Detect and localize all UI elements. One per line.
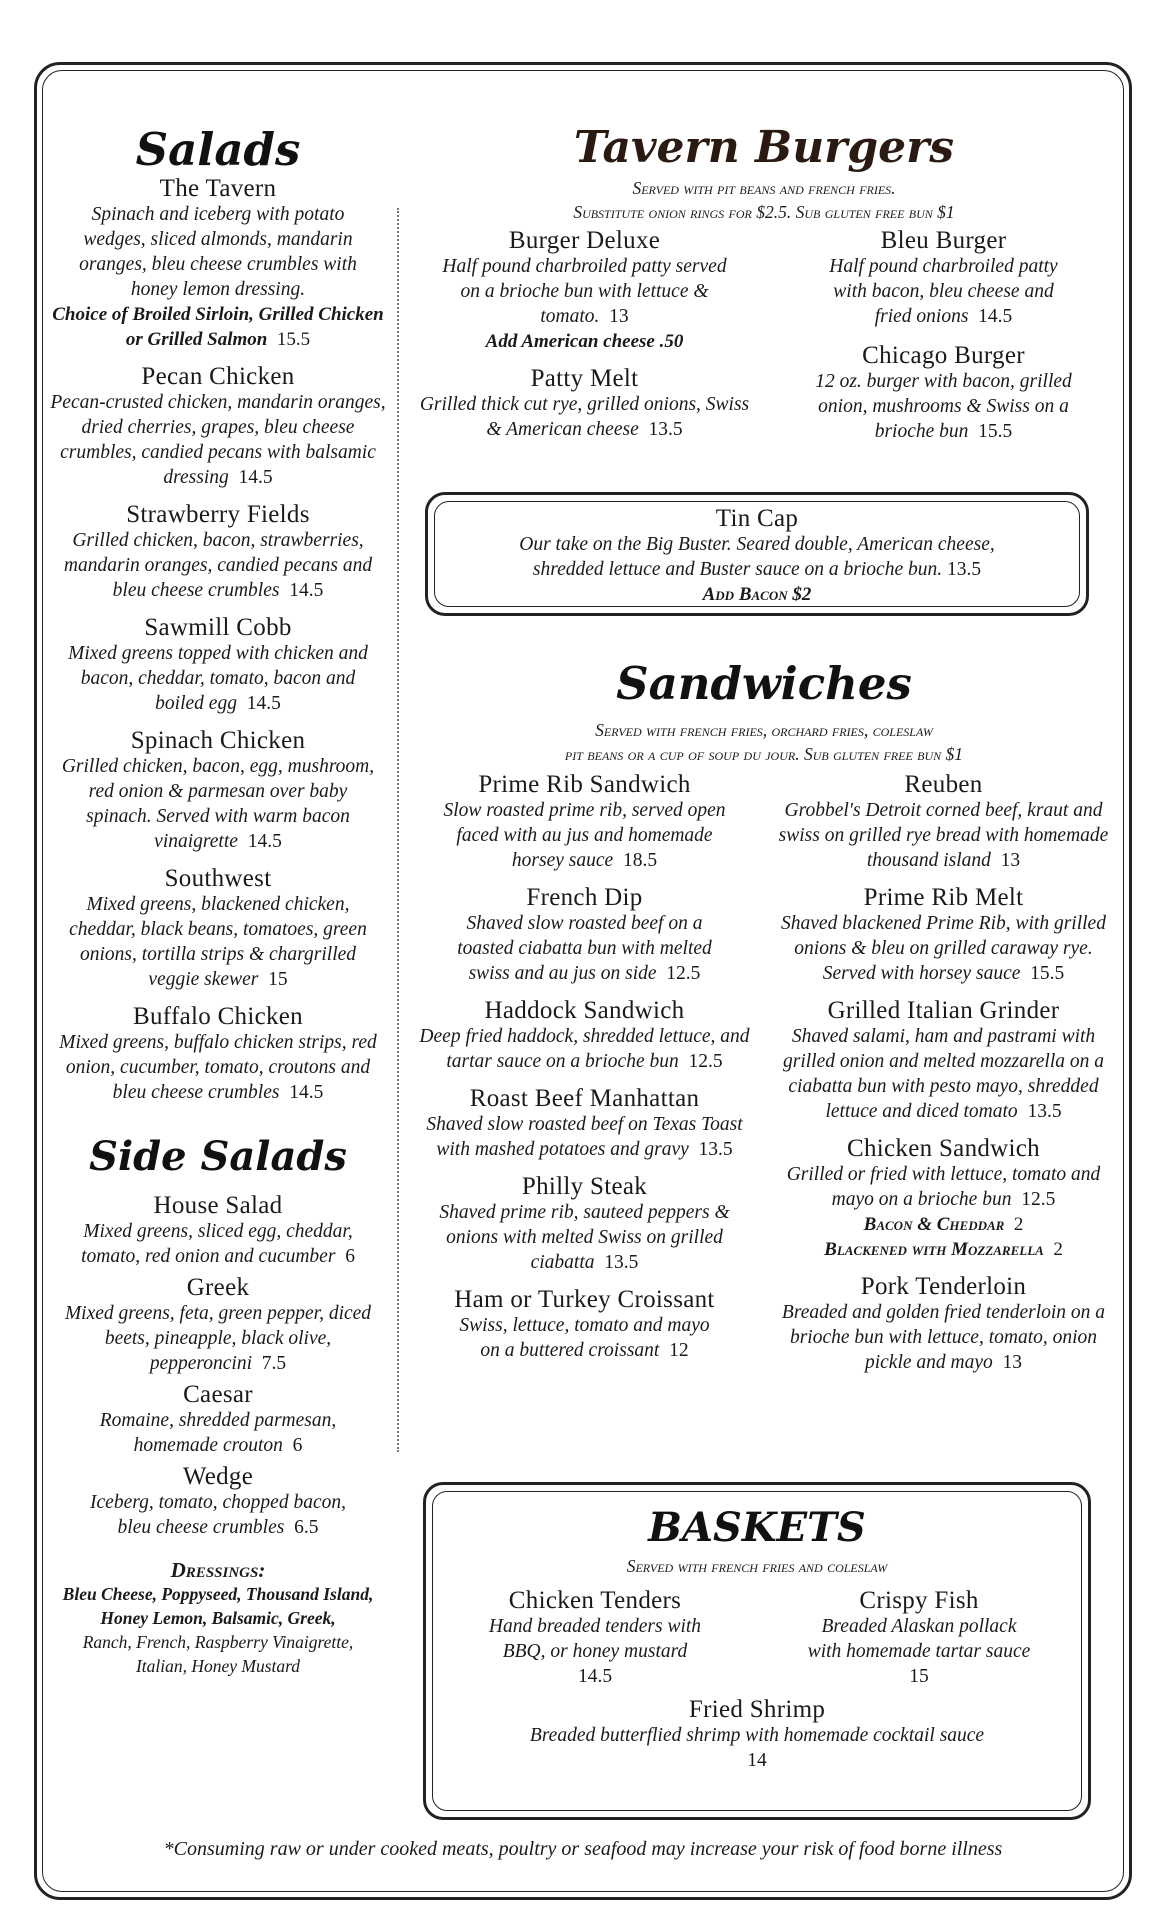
- addon-price: 2: [1013, 1214, 1024, 1235]
- item-desc: Grilled chicken, bacon, egg, mushroom, red onion & parmesan over baby spinach. Served with warm bacon vinaigrette: [61, 756, 375, 852]
- item-desc: Hand breaded tenders with BBQ, or honey mustard: [488, 1616, 702, 1662]
- item-price: 6: [292, 1435, 303, 1456]
- item-price: 14.5: [247, 831, 282, 852]
- menu-item: [405, 228, 764, 354]
- sandwiches-subtitle-2: pit beans or a cup of soup du jour. Sub gluten free bun $1: [564, 744, 964, 764]
- item-name: Chicken Tenders: [508, 1587, 682, 1614]
- item-price: 14.5: [289, 1082, 324, 1103]
- item-name: Crispy Fish: [859, 1587, 979, 1614]
- item-desc: Mixed greens, sliced egg, cheddar, tomato, red onion and cucumber: [81, 1221, 353, 1267]
- item-price: 18.5: [622, 850, 658, 871]
- item-price: 15.5: [276, 329, 311, 350]
- sandwiches-title: Sandwiches: [616, 657, 912, 710]
- menu-item: [764, 228, 1123, 329]
- menu-item: [764, 772, 1123, 873]
- sandwiches-grid: [405, 772, 1123, 1387]
- item-name: Wedge: [182, 1463, 254, 1490]
- item-name: Prime Rib Sandwich: [478, 771, 691, 798]
- item-desc: Breaded Alaskan pollack with homemade tartar sauce: [807, 1616, 1031, 1662]
- item-name: Ham or Turkey Croissant: [454, 1286, 715, 1313]
- menu-item: [405, 1174, 764, 1275]
- dressings-list-more: Ranch, French, Raspberry Vinaigrette, Italian, Honey Mustard: [82, 1632, 354, 1676]
- menu-item: [405, 998, 764, 1074]
- addon-price: 2: [1053, 1239, 1063, 1260]
- menu-item: [433, 1697, 1081, 1773]
- item-note: Add Bacon $2: [702, 584, 812, 605]
- side-salads-title: Side Salads: [89, 1133, 347, 1180]
- item-price: 13.5: [1027, 1101, 1062, 1122]
- item-desc: Pecan-crusted chicken, mandarin oranges, dried cherries, grapes, bleu cheese crumbles, candied pecans with balsamic dressing: [50, 392, 386, 488]
- item-name: Prime Rib Melt: [863, 884, 1024, 911]
- item-desc: Half pound charbroiled patty served on a brioche bun with lettuce & tomato.: [442, 256, 727, 327]
- item-name: The Tavern: [159, 175, 277, 202]
- addon-label: Bacon & Cheddar: [863, 1214, 1005, 1235]
- footer-disclaimer: *Consuming raw or under cooked meats, poultry or seafood may increase your risk of food borne illness: [163, 1838, 1003, 1860]
- item-desc: Swiss, lettuce, tomato and mayo on a buttered croissant: [459, 1315, 710, 1361]
- item-desc: Breaded butterflied shrimp with homemade cocktail sauce: [529, 1725, 985, 1746]
- item-name: Tin Cap: [715, 505, 799, 532]
- item-name: Fried Shrimp: [688, 1696, 826, 1723]
- item-name: Caesar: [183, 1381, 253, 1408]
- item-note: Choice of Broiled Sirloin, Grilled Chicken or Grilled Salmon: [52, 304, 384, 350]
- item-name: Pork Tenderloin: [860, 1273, 1027, 1300]
- menu-item: [405, 1086, 764, 1162]
- dressings-title: Dressings:: [170, 1558, 266, 1582]
- item-price: 12.5: [666, 963, 701, 984]
- item-price: 13: [1002, 1352, 1023, 1373]
- menu-item: [405, 1287, 764, 1363]
- menu-item: [764, 1136, 1123, 1262]
- item-desc: Romaine, shredded parmesan, homemade crouton: [99, 1410, 337, 1456]
- menu-item: [48, 1193, 388, 1269]
- menu-item: [405, 772, 764, 873]
- menu-item: [764, 885, 1123, 986]
- item-name: Roast Beef Manhattan: [469, 1085, 700, 1112]
- item-desc: Slow roasted prime rib, served open faced with au jus and homemade horsey sauce: [443, 800, 726, 871]
- left-column: [48, 122, 388, 1678]
- menu-item: [48, 728, 388, 854]
- item-desc: Mixed greens, feta, green pepper, diced beets, pineapple, black olive, pepperoncini: [64, 1303, 372, 1374]
- item-desc: Shaved slow roasted beef on a toasted ciabatta bun with melted swiss and au jus on side: [457, 913, 712, 984]
- item-name: Sawmill Cobb: [144, 614, 292, 641]
- item-desc: Mixed greens, buffalo chicken strips, red onion, cucumber, tomato, croutons and bleu cheese crumbles: [59, 1032, 377, 1103]
- item-name: Reuben: [904, 771, 983, 798]
- burgers-title: Tavern Burgers: [573, 122, 955, 173]
- item-name: Chicago Burger: [862, 342, 1025, 369]
- item-price: 15.5: [1030, 963, 1065, 984]
- item-name: Greek: [186, 1274, 250, 1301]
- menu-item: [433, 1588, 757, 1689]
- burgers-grid: [405, 228, 1123, 456]
- menu-item: [48, 1275, 388, 1376]
- item-desc: Iceberg, tomato, chopped bacon, bleu cheese crumbles: [90, 1492, 346, 1538]
- item-price: 13.5: [946, 559, 982, 580]
- menu-item: [405, 366, 764, 442]
- item-desc: Deep fried haddock, shredded lettuce, and tartar sauce on a brioche bun: [419, 1026, 750, 1072]
- item-name: Southwest: [164, 865, 272, 892]
- item-name: Buffalo Chicken: [133, 1003, 303, 1030]
- item-desc: Shaved blackened Prime Rib, with grilled onions & bleu on grilled caraway rye. Served with horsey sauce: [781, 913, 1106, 984]
- dressings-list: Bleu Cheese, Poppyseed, Thousand Island, Honey Lemon, Balsamic, Greek,: [62, 1584, 374, 1628]
- item-price: 6: [345, 1246, 355, 1267]
- item-price: 12.5: [1021, 1189, 1056, 1210]
- item-price: 13: [1000, 850, 1021, 871]
- item-desc: Mixed greens topped with chicken and bacon, cheddar, tomato, bacon and boiled egg: [68, 643, 368, 714]
- salads-title: Salads: [135, 123, 301, 176]
- item-note: Add American cheese .50: [485, 331, 684, 352]
- item-name: House Salad: [153, 1192, 283, 1219]
- item-price: 14.5: [978, 306, 1013, 327]
- menu-item: [764, 343, 1123, 444]
- menu-item: [764, 998, 1123, 1124]
- item-price: 12.5: [688, 1051, 723, 1072]
- menu-item: [48, 615, 388, 716]
- item-desc: Shaved slow roasted beef on Texas Toast with mashed potatoes and gravy: [426, 1114, 743, 1160]
- item-price: 13: [609, 306, 629, 327]
- item-price: 15: [268, 969, 288, 990]
- menu-item: [48, 502, 388, 603]
- item-price: 14.5: [577, 1666, 613, 1687]
- sandwiches-subtitle: Served with french fries, orchard fries, coleslaw: [595, 720, 933, 740]
- baskets-title: BASKETS: [648, 1504, 866, 1551]
- menu-item: [757, 1588, 1081, 1689]
- item-name: Philly Steak: [521, 1173, 648, 1200]
- item-desc: Spinach and iceberg with potato wedges, sliced almonds, mandarin oranges, bleu cheese crumbles with honey lemon dressing.: [79, 204, 357, 300]
- item-desc: Grilled chicken, bacon, strawberries, mandarin oranges, candied pecans and bleu cheese crumbles: [63, 530, 373, 601]
- column-divider: [397, 208, 399, 1452]
- item-price: 13.5: [698, 1139, 733, 1160]
- right-column: [405, 120, 1123, 456]
- addon-label: Blackened with Mozzarella: [824, 1239, 1044, 1260]
- item-name: French Dip: [526, 884, 643, 911]
- menu-item: [48, 176, 388, 352]
- item-name: Burger Deluxe: [508, 227, 661, 254]
- burgers-subtitle: Served with pit beans and french fries.: [632, 178, 896, 198]
- item-name: Pecan Chicken: [141, 363, 295, 390]
- item-desc: Grilled thick cut rye, grilled onions, Swiss & American cheese: [419, 394, 750, 440]
- item-desc: Grobbel's Detroit corned beef, kraut and swiss on grilled rye bread with homemade thousand island: [778, 800, 1109, 871]
- item-price: 14.5: [246, 693, 281, 714]
- item-name: Spinach Chicken: [130, 727, 306, 754]
- item-name: Chicken Sandwich: [847, 1135, 1040, 1162]
- menu-item: [48, 1464, 388, 1540]
- menu-item: [48, 866, 388, 992]
- item-name: Grilled Italian Grinder: [827, 997, 1060, 1024]
- burgers-subtitle-2: Substitute onion rings for $2.5. Sub gluten free bun $1: [573, 202, 955, 222]
- baskets-subtitle: Served with french fries and coleslaw: [626, 1556, 888, 1576]
- item-name: Haddock Sandwich: [484, 997, 685, 1024]
- menu-item: [48, 1004, 388, 1105]
- item-desc: Our take on the Big Buster. Seared double, American cheese, shredded lettuce and Buster sauce on a brioche bun.: [519, 534, 995, 580]
- menu-item: [48, 364, 388, 490]
- item-price: 14: [747, 1750, 767, 1771]
- item-desc: Shaved prime rib, sauteed peppers & onions with melted Swiss on grilled ciabatta: [439, 1202, 730, 1273]
- item-price: 13.5: [604, 1252, 639, 1273]
- sandwiches-section: [405, 656, 1123, 1387]
- item-desc: Half pound charbroiled patty with bacon, bleu cheese and fried onions: [829, 256, 1058, 327]
- item-price: 13.5: [648, 419, 683, 440]
- item-price: 6.5: [294, 1517, 319, 1538]
- item-price: 14.5: [289, 580, 324, 601]
- item-desc: Mixed greens, blackened chicken, cheddar, black beans, tomatoes, green onions, tortilla strips & chargrilled veggie skewer: [69, 894, 367, 990]
- item-name: Bleu Burger: [880, 227, 1007, 254]
- item-price: 14.5: [238, 467, 273, 488]
- item-desc: Grilled or fried with lettuce, tomato and mayo on a brioche bun: [786, 1164, 1101, 1210]
- item-desc: 12 oz. burger with bacon, grilled onion, mushrooms & Swiss on a brioche bun: [815, 371, 1072, 442]
- tincap-box: [425, 492, 1089, 616]
- item-price: 15: [909, 1666, 929, 1687]
- item-price: 12: [669, 1340, 689, 1361]
- item-desc: Shaved salami, ham and pastrami with grilled onion and melted mozzarella on a ciabatta bun with pesto mayo, shredded lettuce and diced tomato: [782, 1026, 1104, 1122]
- menu-item: [764, 1274, 1123, 1375]
- item-price: 7.5: [261, 1353, 287, 1374]
- item-name: Strawberry Fields: [126, 501, 310, 528]
- item-desc: Breaded and golden fried tenderloin on a brioche bun with lettuce, tomato, onion pickle and mayo: [781, 1302, 1106, 1373]
- menu-item: [405, 885, 764, 986]
- menu-item: [48, 1382, 388, 1458]
- item-price: 15.5: [978, 421, 1013, 442]
- baskets-box: [423, 1482, 1091, 1820]
- item-name: Patty Melt: [530, 365, 639, 392]
